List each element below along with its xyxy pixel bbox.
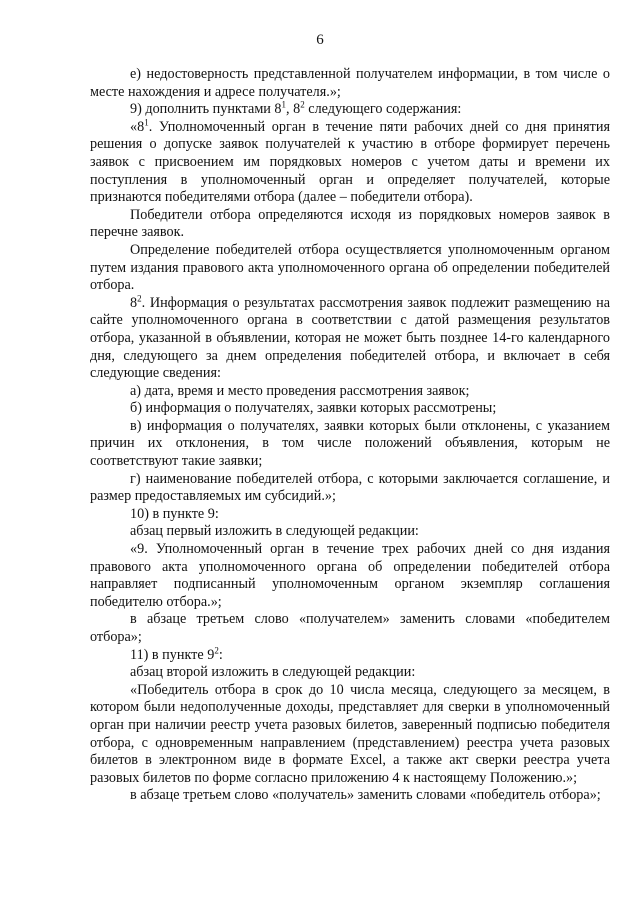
paragraph-p11 (90, 506, 610, 524)
paragraph-p18 (90, 787, 610, 805)
paragraph-p16 (90, 664, 610, 682)
paragraph-p5 (90, 242, 610, 295)
text-run: в абзаце третьем слово «получатель» заменить словами «победитель отбора»; (130, 787, 601, 804)
text-run: «Победитель отбора в срок до 10 числа месяца, следующего за месяцем, в котором были недополученные доходы, представляет для сверки в уполномоченный орган при наличии реестр учета разовых билетов, заверенный подписью победителя отбора, с одновременным направлением (представлением) реестра учета разовых билетов в электронном виде в формате Excel, а также акт сверки реестра учета разовых билетов по форме согласно приложению 4 к настоящему Положению.»; (90, 681, 610, 786)
superscript: 1 (281, 99, 287, 110)
paragraph-p12 (90, 523, 610, 541)
text-run: «9. Уполномоченный орган в течение трех рабочих дней со дня издания правового акта уполномоченного органа об определении победителей отбора направляет подписанный уполномоченным органом экземпляр соглашения победителю отбора.»; (90, 541, 610, 610)
paragraph-p8 (90, 400, 610, 418)
text-run: : (218, 646, 223, 663)
text-run: 11) в пункте 9 (130, 646, 215, 663)
document-body (90, 66, 610, 805)
paragraph-p2 (90, 101, 610, 119)
text-run: г) наименование победителей отбора, с которыми заключается соглашение, и размер предоставляемых им субсидий.»; (90, 470, 610, 505)
paragraph-p9 (90, 418, 610, 471)
page-number: 6 (316, 32, 324, 48)
text-run: в абзаце третьем слово «получателем» заменить словами «победителем отбора»; (90, 611, 610, 645)
text-run: 10) в пункте 9: (130, 505, 219, 522)
text-run: 8 (130, 294, 138, 311)
paragraph-p17 (90, 682, 610, 788)
text-run: е) недостоверность представленной получателем информации, в том числе о месте нахождения и адресе получателя.»; (90, 66, 610, 100)
text-run: . Уполномоченный орган в течение пяти рабочих дней со дня принятия решения о допуске заявок получателей к участию в отборе формирует перечень заявок с присвоением им порядковых номеров с учетом даты и времени их поступления в уполномоченный орган и определяет получателей, которые признаются победителями отбора (далее – победители отбора). (90, 118, 610, 206)
paragraph-p13 (90, 541, 610, 611)
superscript: 2 (300, 99, 305, 110)
text-run: б) информация о получателях, заявки которых рассмотрены; (130, 400, 497, 417)
text-run: следующего содержания: (304, 101, 462, 118)
text-run: 9) дополнить пунктами 8 (130, 101, 282, 118)
text-run: в) информация о получателях, заявки которых были отклонены, с указанием причин их отклонения, в том числе положений объявления, которым не соответствуют такие заявки; (90, 417, 610, 470)
text-run: а) дата, время и место проведения рассмотрения заявок; (130, 382, 470, 399)
text-run: , 8 (286, 101, 301, 118)
text-run: абзац первый изложить в следующей редакции: (130, 523, 419, 540)
paragraph-p3 (90, 119, 610, 207)
superscript: 2 (137, 292, 142, 303)
paragraph-p15 (90, 644, 610, 665)
text-run: «8 (130, 118, 145, 135)
paragraph-p6 (90, 292, 610, 383)
paragraph-p7 (90, 383, 610, 401)
paragraph-p10 (90, 471, 610, 506)
superscript: 1 (144, 117, 149, 128)
superscript: 2 (214, 644, 219, 655)
paragraph-p1 (90, 66, 610, 101)
paragraph-p14 (90, 611, 610, 646)
text-run: абзац второй изложить в следующей редакции: (130, 664, 416, 681)
text-run: Победители отбора определяются исходя из порядковых номеров заявок в перечне заявок. (90, 206, 610, 241)
paragraph-p4 (90, 207, 610, 242)
text-run: Определение победителей отбора осуществляется уполномоченным органом путем издания правового акта уполномоченного органа об определении победителей отбора. (90, 241, 610, 294)
text-run: . Информация о результатах рассмотрения заявок подлежит размещению на сайте уполномоченного органа в соответствии с датой размещения результатов отбора, указанной в объявлении, которая не может быть позднее 14-го календарного дня, следующего за днем определения победителей отбора, и включает в себя следующие сведения: (90, 294, 610, 382)
